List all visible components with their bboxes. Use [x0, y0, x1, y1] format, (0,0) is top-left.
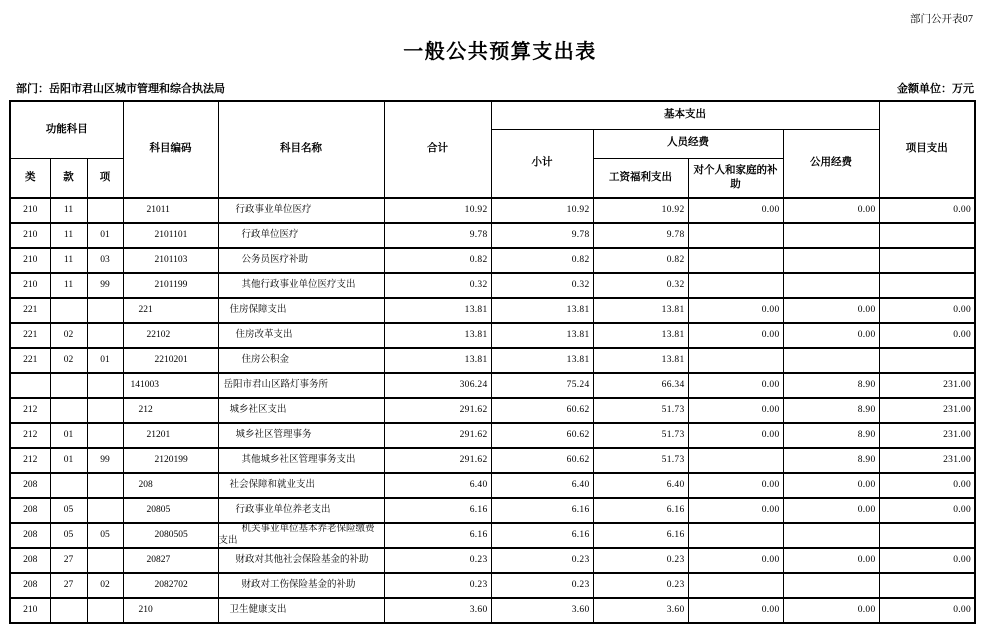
cell-subject-code: 2210201 — [123, 348, 218, 373]
cell-subject-name: 岳阳市君山区路灯事务所 — [218, 373, 384, 398]
cell-total: 0.82 — [384, 248, 491, 273]
cell-family-subsidy — [688, 223, 783, 248]
cell-subject-name: 社会保障和就业支出 — [218, 473, 384, 498]
cell-subject-name: 住房公积金 — [218, 348, 384, 373]
cell-subtotal: 60.62 — [491, 448, 593, 473]
cell-subject-name: 卫生健康支出 — [218, 598, 384, 623]
cell-kuan: 11 — [50, 223, 87, 248]
cell-lei: 210 — [10, 248, 50, 273]
cell-public-funds — [783, 348, 879, 373]
table-row — [10, 273, 975, 298]
cell-family-subsidy: 0.00 — [688, 298, 783, 323]
cell-kuan — [50, 598, 87, 623]
cell-total: 306.24 — [384, 373, 491, 398]
header-basic-expenditure: 基本支出 — [491, 101, 879, 129]
cell-xiang: 01 — [87, 223, 123, 248]
cell-public-funds: 0.00 — [783, 498, 879, 523]
cell-xiang — [87, 598, 123, 623]
budget-table — [9, 100, 976, 624]
cell-xiang — [87, 548, 123, 573]
cell-wages-welfare: 10.92 — [593, 198, 688, 223]
cell-public-funds — [783, 573, 879, 598]
cell-subtotal: 6.40 — [491, 473, 593, 498]
cell-subject-code: 21011 — [123, 198, 218, 223]
cell-total: 291.62 — [384, 398, 491, 423]
cell-subtotal: 13.81 — [491, 348, 593, 373]
table-row — [10, 348, 975, 373]
cell-lei: 210 — [10, 598, 50, 623]
cell-xiang — [87, 373, 123, 398]
cell-xiang: 99 — [87, 273, 123, 298]
cell-family-subsidy — [688, 248, 783, 273]
cell-family-subsidy — [688, 448, 783, 473]
table-row — [10, 598, 975, 623]
cell-subtotal: 10.92 — [491, 198, 593, 223]
cell-xiang — [87, 323, 123, 348]
cell-subtotal: 13.81 — [491, 298, 593, 323]
cell-public-funds — [783, 223, 879, 248]
cell-subject-name: 城乡社区管理事务 — [218, 423, 384, 448]
cell-xiang — [87, 423, 123, 448]
table-row — [10, 548, 975, 573]
cell-subtotal: 60.62 — [491, 398, 593, 423]
cell-project-expenditure — [879, 223, 975, 248]
cell-wages-welfare: 0.23 — [593, 573, 688, 598]
cell-total: 9.78 — [384, 223, 491, 248]
cell-lei: 208 — [10, 498, 50, 523]
cell-subject-name: 机关事业单位基本养老保险缴费支出 — [218, 523, 384, 548]
cell-subject-code: 2082702 — [123, 573, 218, 598]
table-row — [10, 473, 975, 498]
cell-xiang: 05 — [87, 523, 123, 548]
cell-wages-welfare: 6.40 — [593, 473, 688, 498]
cell-family-subsidy: 0.00 — [688, 323, 783, 348]
corner-label: 部门公开表07 — [910, 14, 973, 25]
cell-lei: 221 — [10, 298, 50, 323]
table-row — [10, 373, 975, 398]
cell-subject-name: 行政单位医疗 — [218, 223, 384, 248]
table-row — [10, 423, 975, 448]
cell-public-funds: 8.90 — [783, 423, 879, 448]
cell-total: 291.62 — [384, 423, 491, 448]
table-row — [10, 398, 975, 423]
header-project-expenditure: 项目支出 — [879, 101, 975, 198]
cell-total: 0.32 — [384, 273, 491, 298]
department-label: 部门：岳阳市君山区城市管理和综合执法局 — [16, 83, 225, 95]
cell-wages-welfare: 3.60 — [593, 598, 688, 623]
cell-subject-code: 22102 — [123, 323, 218, 348]
cell-kuan — [50, 473, 87, 498]
cell-public-funds: 0.00 — [783, 298, 879, 323]
cell-subject-name: 行政事业单位医疗 — [218, 198, 384, 223]
cell-lei: 221 — [10, 323, 50, 348]
cell-lei: 210 — [10, 223, 50, 248]
cell-public-funds: 0.00 — [783, 473, 879, 498]
cell-project-expenditure: 0.00 — [879, 473, 975, 498]
header-kuan: 款 — [50, 158, 87, 198]
cell-lei: 208 — [10, 523, 50, 548]
cell-wages-welfare: 51.73 — [593, 423, 688, 448]
header-functional-subject: 功能科目 — [10, 101, 123, 158]
cell-wages-welfare: 0.23 — [593, 548, 688, 573]
cell-family-subsidy — [688, 273, 783, 298]
cell-public-funds — [783, 248, 879, 273]
cell-subject-name: 住房保障支出 — [218, 298, 384, 323]
cell-project-expenditure: 0.00 — [879, 498, 975, 523]
cell-lei: 212 — [10, 423, 50, 448]
header-public-funds: 公用经费 — [783, 129, 879, 198]
table-row — [10, 498, 975, 523]
cell-subtotal: 3.60 — [491, 598, 593, 623]
cell-family-subsidy — [688, 348, 783, 373]
cell-project-expenditure: 231.00 — [879, 373, 975, 398]
cell-xiang — [87, 473, 123, 498]
cell-subject-code: 2120199 — [123, 448, 218, 473]
cell-kuan: 11 — [50, 273, 87, 298]
cell-public-funds: 0.00 — [783, 548, 879, 573]
table-row — [10, 523, 975, 548]
cell-subject-code: 2101103 — [123, 248, 218, 273]
cell-public-funds: 0.00 — [783, 323, 879, 348]
page-title: 一般公共预算支出表 — [403, 41, 597, 63]
cell-subtotal: 13.81 — [491, 323, 593, 348]
cell-kuan: 05 — [50, 523, 87, 548]
table-row — [10, 248, 975, 273]
cell-project-expenditure — [879, 348, 975, 373]
cell-subject-code: 2101199 — [123, 273, 218, 298]
cell-lei: 208 — [10, 573, 50, 598]
cell-total: 0.23 — [384, 573, 491, 598]
table-row — [10, 223, 975, 248]
cell-kuan: 27 — [50, 548, 87, 573]
meta-row — [9, 80, 974, 96]
cell-project-expenditure — [879, 523, 975, 548]
cell-family-subsidy: 0.00 — [688, 498, 783, 523]
cell-public-funds: 8.90 — [783, 373, 879, 398]
header-wages-welfare: 工资福利支出 — [593, 158, 688, 198]
cell-lei — [10, 373, 50, 398]
cell-wages-welfare: 51.73 — [593, 398, 688, 423]
cell-family-subsidy: 0.00 — [688, 198, 783, 223]
cell-xiang: 03 — [87, 248, 123, 273]
cell-xiang — [87, 198, 123, 223]
cell-project-expenditure: 0.00 — [879, 323, 975, 348]
cell-total: 13.81 — [384, 323, 491, 348]
cell-total: 6.16 — [384, 523, 491, 548]
cell-subtotal: 6.16 — [491, 498, 593, 523]
cell-subject-code: 2080505 — [123, 523, 218, 548]
cell-project-expenditure: 231.00 — [879, 448, 975, 473]
cell-subject-name: 城乡社区支出 — [218, 398, 384, 423]
cell-public-funds: 8.90 — [783, 448, 879, 473]
cell-xiang: 02 — [87, 573, 123, 598]
cell-public-funds: 0.00 — [783, 198, 879, 223]
cell-wages-welfare: 9.78 — [593, 223, 688, 248]
cell-total: 291.62 — [384, 448, 491, 473]
cell-kuan — [50, 373, 87, 398]
cell-subject-name: 行政事业单位养老支出 — [218, 498, 384, 523]
cell-family-subsidy: 0.00 — [688, 473, 783, 498]
cell-kuan: 02 — [50, 348, 87, 373]
header-subtotal: 小计 — [491, 129, 593, 198]
cell-kuan: 05 — [50, 498, 87, 523]
cell-total: 10.92 — [384, 198, 491, 223]
cell-subject-name: 财政对工伤保险基金的补助 — [218, 573, 384, 598]
cell-wages-welfare: 6.16 — [593, 523, 688, 548]
cell-total: 13.81 — [384, 348, 491, 373]
table-row — [10, 323, 975, 348]
cell-total: 13.81 — [384, 298, 491, 323]
cell-lei: 221 — [10, 348, 50, 373]
cell-lei: 208 — [10, 473, 50, 498]
cell-subject-name: 公务员医疗补助 — [218, 248, 384, 273]
cell-subject-code: 21201 — [123, 423, 218, 448]
cell-subject-code: 20805 — [123, 498, 218, 523]
cell-family-subsidy: 0.00 — [688, 598, 783, 623]
table-row — [10, 573, 975, 598]
cell-project-expenditure: 0.00 — [879, 298, 975, 323]
table-body — [10, 198, 975, 623]
cell-kuan: 02 — [50, 323, 87, 348]
header-family-subsidy: 对个人和家庭的补助 — [688, 158, 783, 198]
header-subject-name: 科目名称 — [218, 101, 384, 198]
cell-family-subsidy: 0.00 — [688, 423, 783, 448]
cell-subtotal: 75.24 — [491, 373, 593, 398]
cell-lei: 210 — [10, 198, 50, 223]
cell-subtotal: 0.23 — [491, 573, 593, 598]
cell-public-funds: 8.90 — [783, 398, 879, 423]
table-row — [10, 448, 975, 473]
cell-family-subsidy: 0.00 — [688, 398, 783, 423]
cell-xiang: 01 — [87, 348, 123, 373]
cell-wages-welfare: 6.16 — [593, 498, 688, 523]
cell-project-expenditure: 231.00 — [879, 398, 975, 423]
cell-family-subsidy — [688, 573, 783, 598]
cell-kuan: 27 — [50, 573, 87, 598]
header-personnel-funds: 人员经费 — [593, 129, 783, 158]
cell-wages-welfare: 0.32 — [593, 273, 688, 298]
cell-project-expenditure: 0.00 — [879, 198, 975, 223]
header-subject-code: 科目编码 — [123, 101, 218, 198]
cell-total: 3.60 — [384, 598, 491, 623]
cell-wages-welfare: 13.81 — [593, 323, 688, 348]
cell-family-subsidy: 0.00 — [688, 548, 783, 573]
cell-subject-code: 210 — [123, 598, 218, 623]
cell-subtotal: 0.23 — [491, 548, 593, 573]
cell-lei: 210 — [10, 273, 50, 298]
table-row — [10, 298, 975, 323]
cell-family-subsidy — [688, 523, 783, 548]
cell-kuan: 01 — [50, 423, 87, 448]
cell-family-subsidy: 0.00 — [688, 373, 783, 398]
cell-subject-code: 221 — [123, 298, 218, 323]
header-xiang: 项 — [87, 158, 123, 198]
cell-total: 6.40 — [384, 473, 491, 498]
cell-kuan: 11 — [50, 198, 87, 223]
cell-subject-name: 住房改革支出 — [218, 323, 384, 348]
cell-subject-code: 212 — [123, 398, 218, 423]
cell-subject-code: 2101101 — [123, 223, 218, 248]
cell-kuan: 01 — [50, 448, 87, 473]
cell-lei: 208 — [10, 548, 50, 573]
cell-subtotal: 0.82 — [491, 248, 593, 273]
cell-xiang — [87, 298, 123, 323]
unit-label: 金额单位：万元 — [897, 83, 974, 95]
cell-subject-name: 财政对其他社会保险基金的补助 — [218, 548, 384, 573]
cell-subtotal: 9.78 — [491, 223, 593, 248]
cell-wages-welfare: 13.81 — [593, 348, 688, 373]
cell-subject-name: 其他行政事业单位医疗支出 — [218, 273, 384, 298]
cell-wages-welfare: 51.73 — [593, 448, 688, 473]
cell-wages-welfare: 0.82 — [593, 248, 688, 273]
cell-public-funds — [783, 273, 879, 298]
cell-subject-code: 141003 — [123, 373, 218, 398]
header-total: 合计 — [384, 101, 491, 198]
cell-project-expenditure — [879, 248, 975, 273]
header-lei: 类 — [10, 158, 50, 198]
cell-project-expenditure: 231.00 — [879, 423, 975, 448]
cell-public-funds — [783, 523, 879, 548]
cell-subtotal: 6.16 — [491, 523, 593, 548]
cell-project-expenditure: 0.00 — [879, 598, 975, 623]
cell-kuan — [50, 298, 87, 323]
cell-lei: 212 — [10, 448, 50, 473]
cell-total: 6.16 — [384, 498, 491, 523]
cell-xiang — [87, 398, 123, 423]
cell-lei: 212 — [10, 398, 50, 423]
cell-total: 0.23 — [384, 548, 491, 573]
cell-xiang — [87, 498, 123, 523]
table-header — [10, 101, 975, 198]
cell-subject-code: 208 — [123, 473, 218, 498]
cell-kuan: 11 — [50, 248, 87, 273]
cell-project-expenditure — [879, 273, 975, 298]
cell-subject-code: 20827 — [123, 548, 218, 573]
table-row — [10, 198, 975, 223]
cell-xiang: 99 — [87, 448, 123, 473]
cell-subtotal: 60.62 — [491, 423, 593, 448]
cell-project-expenditure: 0.00 — [879, 548, 975, 573]
cell-public-funds: 0.00 — [783, 598, 879, 623]
cell-wages-welfare: 66.34 — [593, 373, 688, 398]
cell-subject-name: 其他城乡社区管理事务支出 — [218, 448, 384, 473]
cell-wages-welfare: 13.81 — [593, 298, 688, 323]
cell-subtotal: 0.32 — [491, 273, 593, 298]
cell-project-expenditure — [879, 573, 975, 598]
cell-kuan — [50, 398, 87, 423]
